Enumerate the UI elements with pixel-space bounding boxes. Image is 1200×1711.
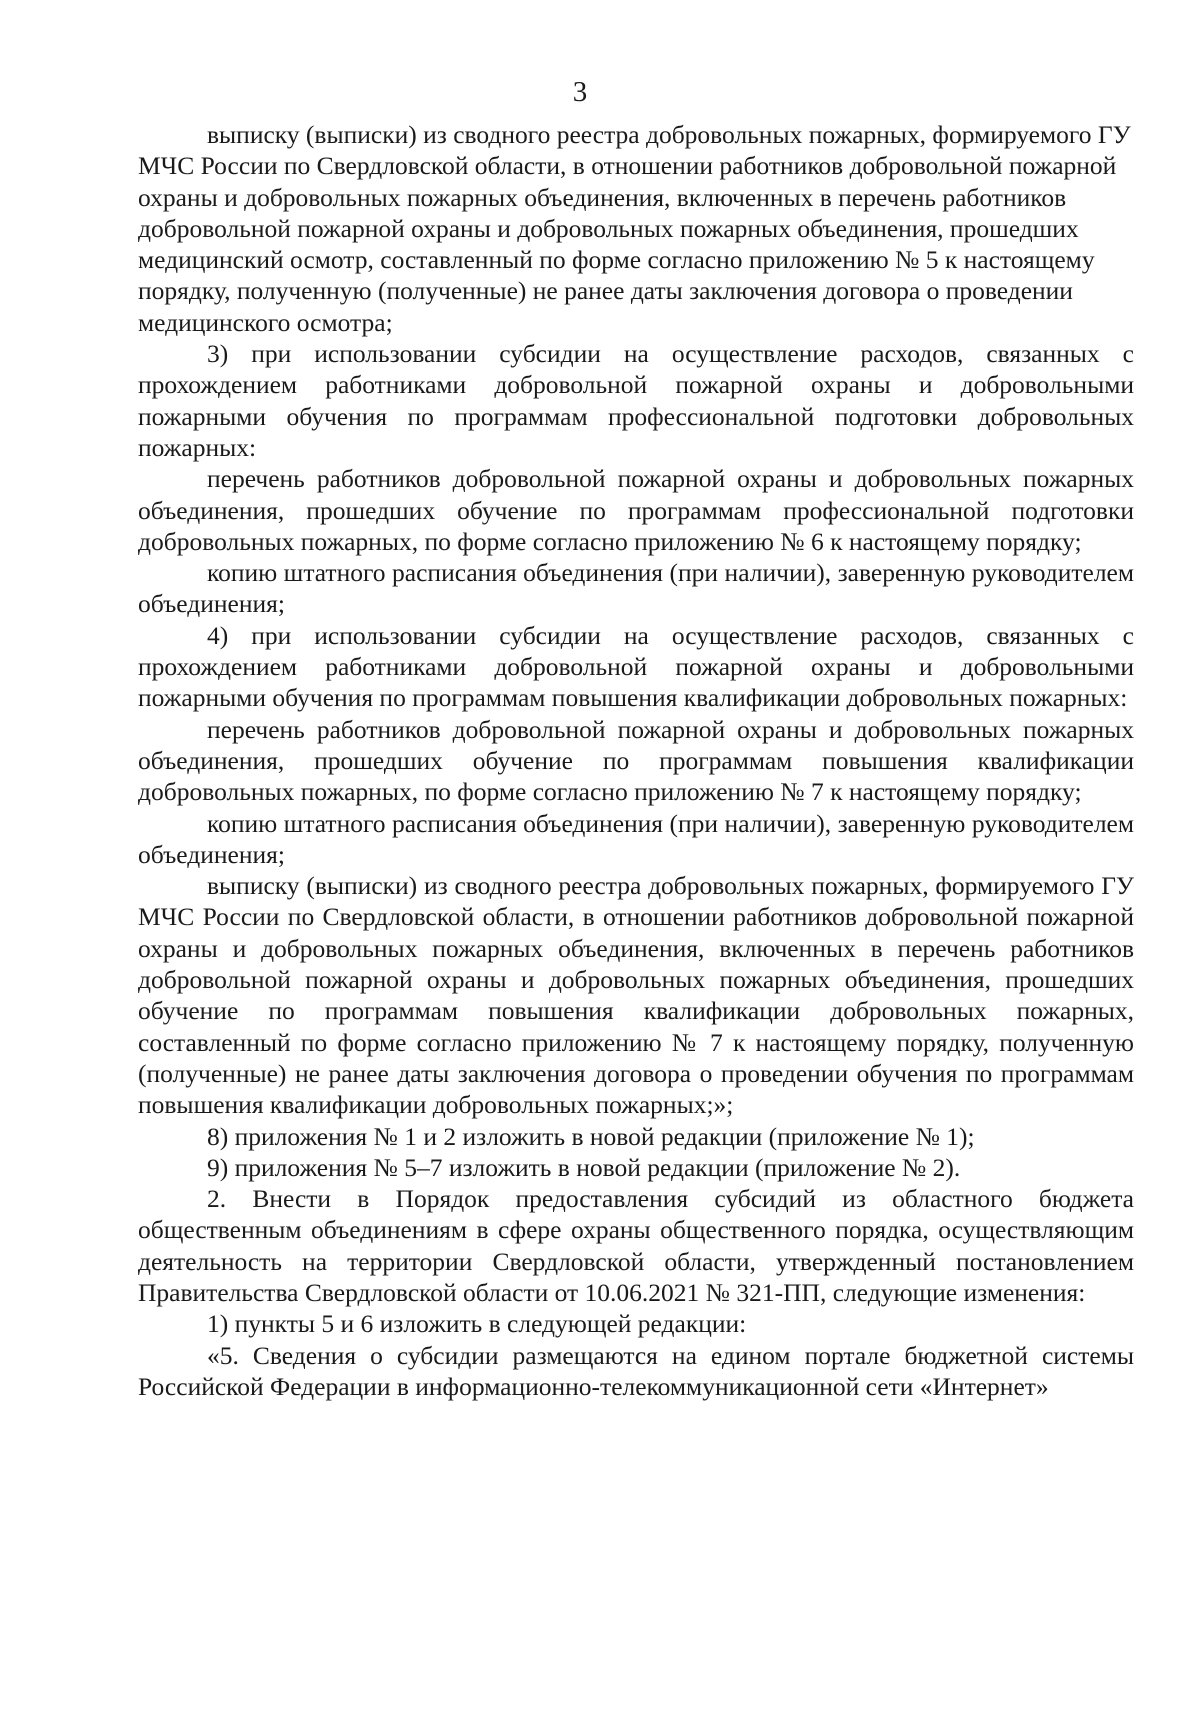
paragraph: выписку (выписки) из сводного реестра добровольных пожарных, формируемого ГУ МЧС России по Свердловской области, в отношении работников добровольной пожарной охраны и добровольных пожарных объединения, включенных в перечень работников добровольной пожарной охраны и добровольных пожарных объединения, прошедших обучение по программам повышения квалификации добровольных пожарных, составленный по форме согласно приложению № 7 к настоящему порядку, полученную (полученные) не ранее даты заключения договора о проведении обучения по программам повышения квалификации добровольных пожарных;»; bbox=[138, 871, 1134, 1120]
paragraph: выписку (выписки) из сводного реестра добровольных пожарных, формируемого ГУ МЧС России по Свердловской области, в отношении работников добровольной пожарной охраны и добровольных пожарных объединения, включенных в перечень работников добровольной пожарной охраны и добровольных пожарных объединения, прошедших медицинский осмотр, составленный по форме согласно приложению № 5 к настоящему порядку, полученную (полученные) не ранее даты заключения договора о проведении медицинского осмотра; bbox=[138, 120, 1131, 337]
paragraph: перечень работников добровольной пожарной охраны и добровольных пожарных объединения, прошедших обучение по программам профессиональной подготовки добровольных пожарных, по форме согласно приложению № 6 к настоящему порядку; bbox=[138, 464, 1134, 556]
paragraph: 8) приложения № 1 и 2 изложить в новой редакции (приложение № 1); bbox=[207, 1121, 975, 1151]
paragraph: 4) при использовании субсидии на осуществление расходов, связанных с прохождением работниками добровольной пожарной охраны и добровольными пожарными обучения по программам повышения квалификации добровольных пожарных: bbox=[138, 620, 1134, 713]
paragraph: 2. Внести в Порядок предоставления субсидий из областного бюджета общественным объединениям в сфере охраны общественного порядка, осуществляющим деятельность на территории Свердловской области, утвержденный постановлением Правительства Свердловской области от 10.06.2021 № 321-ПП, следующие изменения: bbox=[138, 1184, 1134, 1307]
paragraph: копию штатного расписания объединения (при наличии), заверенную руководителем объединения; bbox=[138, 808, 1134, 869]
paragraph: 1) пункты 5 и 6 изложить в следующей редакции: bbox=[207, 1309, 747, 1339]
paragraph: «5. Сведения о субсидии размещаются на едином портале бюджетной системы Российской Федерации в информационно-телекоммуникационной сети «Интернет» bbox=[138, 1340, 1134, 1401]
paragraph: копию штатного расписания объединения (при наличии), заверенную руководителем объединения; bbox=[138, 558, 1134, 619]
document-body bbox=[138, 119, 1134, 1402]
paragraph: перечень работников добровольной пожарной охраны и добровольных пожарных объединения, прошедших обучение по программам повышения квалификации добровольных пожарных, по форме согласно приложению № 7 к настоящему порядку; bbox=[138, 714, 1134, 807]
paragraph: 3) при использовании субсидии на осуществление расходов, связанных с прохождением работниками добровольной пожарной охраны и добровольными пожарными обучения по программам профессиональной подготовки добровольных пожарных: bbox=[138, 339, 1134, 462]
paragraph: 9) приложения № 5–7 изложить в новой редакции (приложение № 2). bbox=[207, 1152, 961, 1182]
page-number: 3 bbox=[572, 76, 588, 108]
